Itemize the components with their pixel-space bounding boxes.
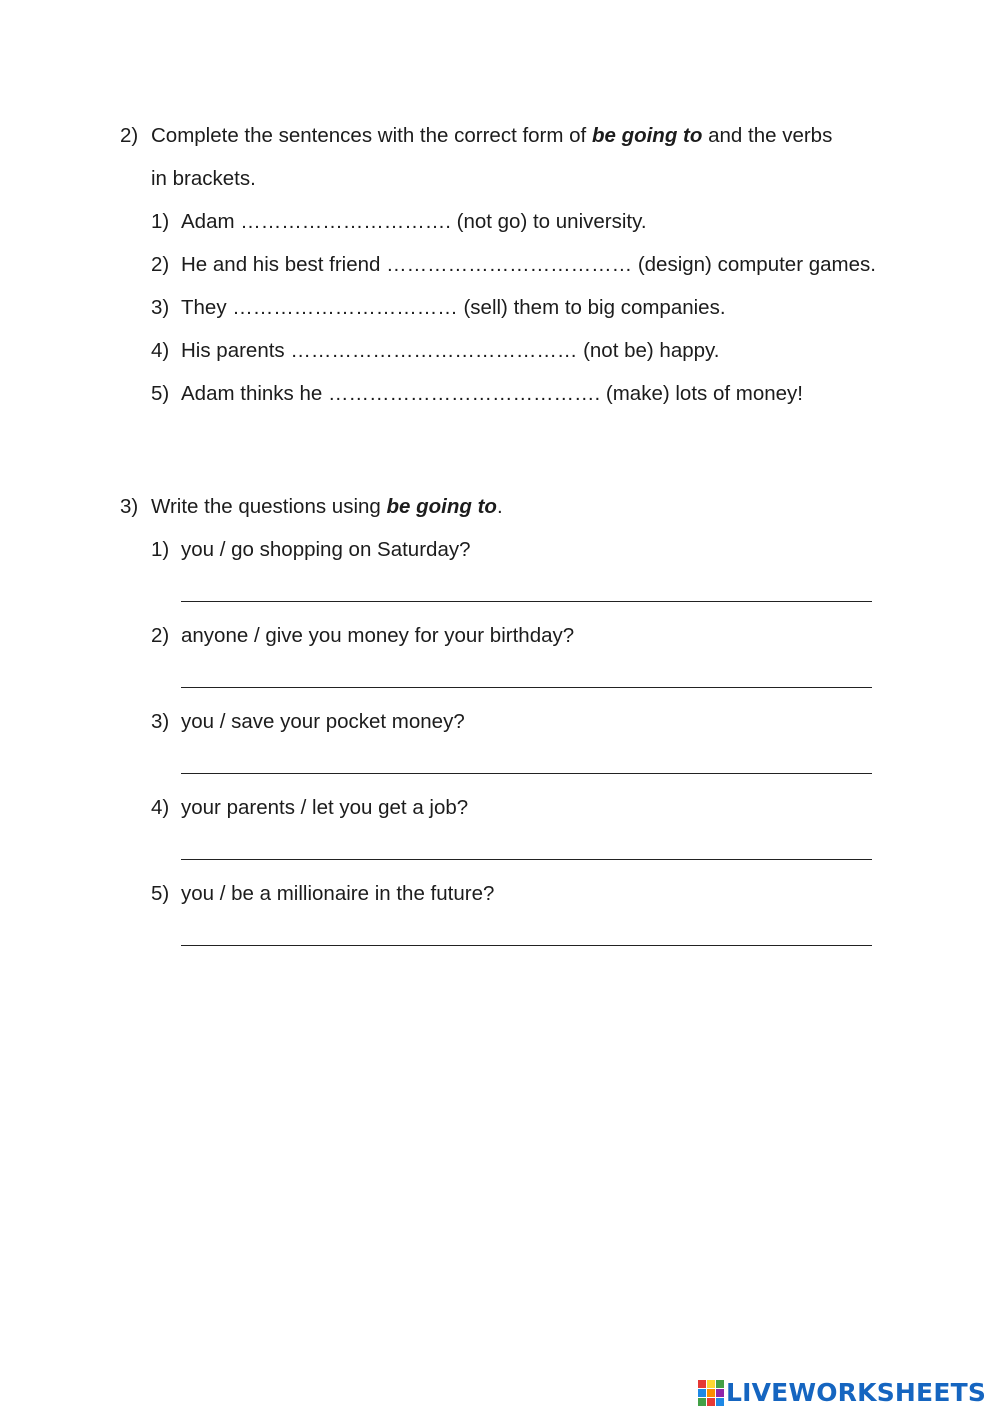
item-number: 5) [151, 382, 170, 405]
answer-line[interactable] [181, 773, 872, 774]
emphasis-text: be going to [386, 495, 497, 518]
item-number: 4) [151, 339, 170, 362]
item-text: His parents …………………………………… (not be) happy. [181, 339, 720, 362]
liveworksheets-logo [698, 1377, 994, 1409]
item-text: They …………………………… (sell) them to big companies. [181, 296, 726, 319]
exercise-instruction: Complete the sentences with the correct form of be going to and the verbs [151, 124, 833, 147]
item-number: 3) [151, 710, 170, 733]
item-number: 2) [151, 624, 170, 647]
item-text: Adam thinks he …………………………………. (make) lots of money! [181, 382, 803, 405]
item-text: you / go shopping on Saturday? [181, 538, 471, 561]
item-number: 1) [151, 210, 170, 233]
item-number: 4) [151, 796, 170, 819]
item-number: 3) [151, 296, 170, 319]
item-text: you / save your pocket money? [181, 710, 465, 733]
exercise-number: 2) [120, 124, 139, 147]
exercise-instruction-continued: in brackets. [151, 167, 256, 190]
item-text: He and his best friend ……………………………… (design) computer games. [181, 253, 876, 276]
item-text: your parents / let you get a job? [181, 796, 469, 819]
item-text: Adam …………………………. (not go) to university. [181, 210, 647, 233]
answer-line[interactable] [181, 687, 872, 688]
liveworksheets-logo-icon [698, 1380, 724, 1406]
exercise-number: 3) [120, 495, 139, 518]
exercise-instruction: Write the questions using be going to. [151, 495, 503, 518]
emphasis-text: be going to [591, 124, 703, 147]
item-number: 5) [151, 882, 170, 905]
item-text: anyone / give you money for your birthday? [181, 624, 575, 647]
answer-line[interactable] [181, 859, 872, 860]
answer-line[interactable] [181, 601, 872, 602]
logo-text: LIVEWORKSHEETS [726, 1378, 987, 1407]
item-number: 2) [151, 253, 170, 276]
answer-line[interactable] [181, 945, 872, 946]
item-number: 1) [151, 538, 170, 561]
item-text: you / be a millionaire in the future? [181, 882, 495, 905]
